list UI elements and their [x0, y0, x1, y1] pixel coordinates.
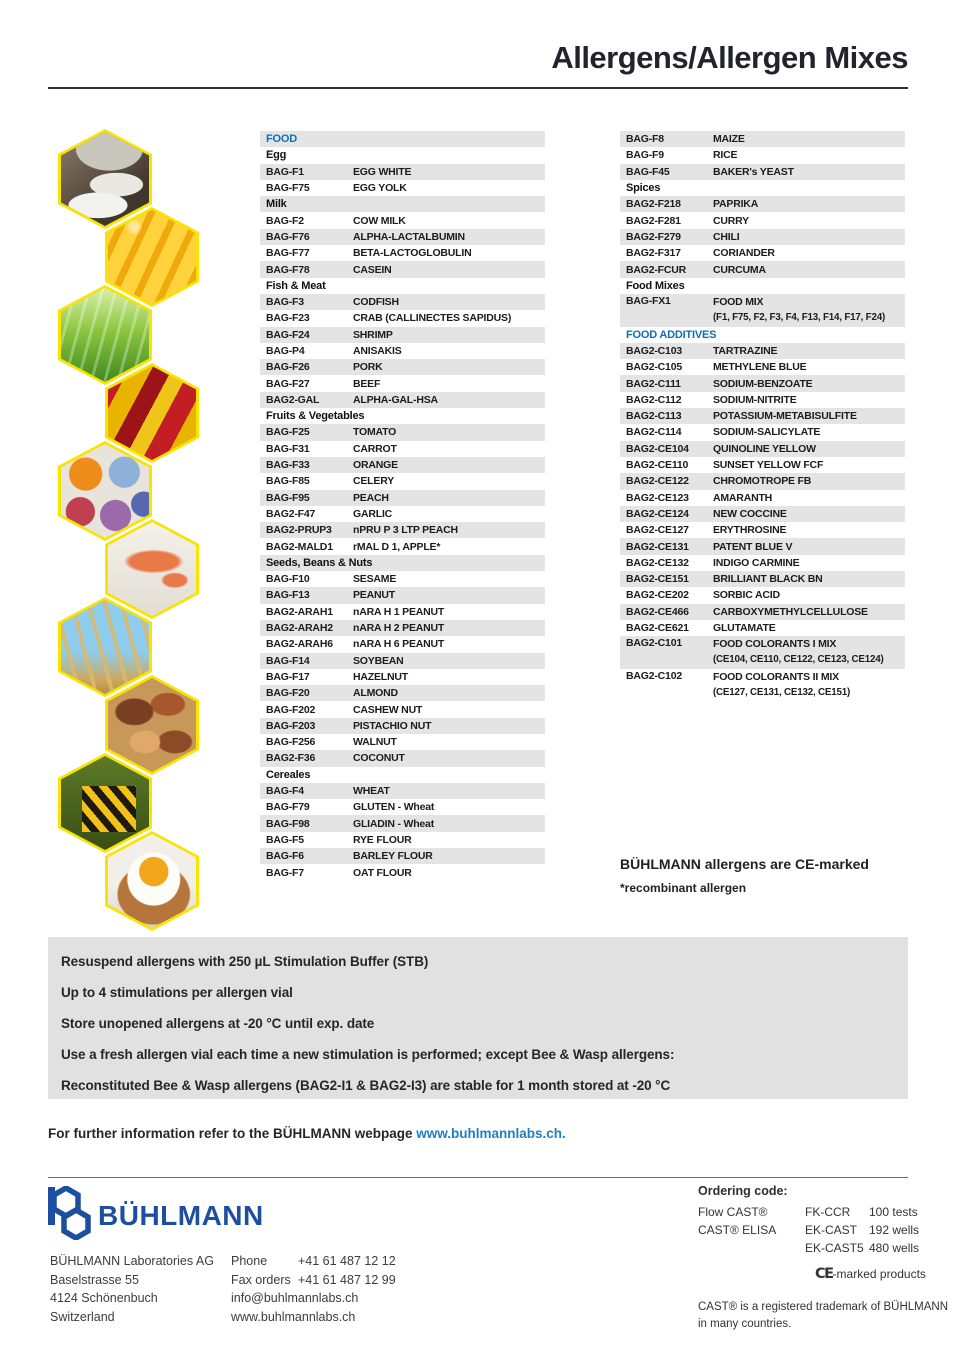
product-code: BAG-F202: [266, 703, 316, 716]
product-name: SUNSET YELLOW FCF: [713, 459, 824, 472]
subcategory-label: Milk: [266, 198, 287, 211]
product-name: SORBIC ACID: [713, 589, 780, 602]
product-code: BAG2-ARAH6: [266, 638, 333, 651]
ordering-row: [698, 1221, 948, 1239]
subcategory-label: Fruits & Vegetables: [266, 410, 365, 423]
product-name: nARA H 2 PEANUT: [353, 622, 445, 635]
catalog-row: [260, 506, 545, 522]
address-line: Switzerland: [50, 1309, 115, 1324]
catalog-row: [260, 832, 545, 848]
product-code: BAG-P4: [266, 345, 305, 357]
product-code: BAG-F6: [266, 850, 304, 863]
product-name: [713, 670, 905, 700]
product-code: BAG-F31: [266, 442, 310, 455]
product-name-text: FOOD COLORANTS I MIX: [713, 638, 837, 651]
product-name: [713, 295, 905, 325]
product-name: BAKER's YEAST: [713, 165, 794, 178]
catalog-row: [260, 245, 545, 261]
product-code: BAG2-F317: [626, 247, 681, 260]
company-address: [50, 1252, 214, 1326]
product-code: BAG2-CE202: [626, 589, 689, 602]
product-code: BAG-F256: [266, 736, 316, 749]
catalog-row: [260, 799, 545, 815]
product-name: ERYTHROSINE: [713, 524, 787, 537]
product-code: BAG-F9: [626, 149, 664, 162]
title-rule: [48, 87, 908, 89]
product-code: BAG-F24: [266, 328, 310, 341]
catalog-row: [260, 734, 545, 750]
product-name: EGG YOLK: [353, 182, 407, 195]
product-code: BAG-F85: [266, 475, 310, 488]
catalog-row: [620, 261, 905, 277]
product-code: BAG2-C102: [626, 669, 682, 682]
product-name: CRAB (CALLINECTES SAPIDUS): [353, 312, 512, 325]
subcategory-label: Cereales: [266, 768, 311, 781]
contact-block: [231, 1252, 396, 1326]
product-code: BAG2-FCUR: [626, 263, 687, 276]
product-name: BARLEY FLOUR: [353, 850, 433, 863]
product-code: BAG-F27: [266, 377, 310, 390]
product-name: ANISAKIS: [353, 345, 402, 357]
section-header-label: FOOD ADDITIVES: [626, 328, 717, 341]
hexagon-frame: [105, 831, 199, 931]
ordering-code-title: Ordering code:: [698, 1184, 788, 1198]
ordering-product: Flow CAST®: [698, 1205, 768, 1219]
product-code: BAG-F77: [266, 247, 310, 260]
trademark-line: CAST® is a registered trademark of BÜHLMANN: [698, 1301, 949, 1313]
ordering-quantity: 480 wells: [869, 1241, 920, 1255]
catalog-row: [620, 473, 905, 489]
subcategory-label: Fish & Meat: [266, 279, 326, 292]
catalog-row: [620, 522, 905, 538]
catalog-row: [620, 375, 905, 391]
product-code: BAG-F2: [266, 214, 304, 227]
product-code: BAG-F98: [266, 817, 310, 830]
product-name: MAIZE: [713, 133, 745, 146]
product-name: RYE FLOUR: [353, 833, 412, 846]
product-name: TARTRAZINE: [713, 345, 778, 357]
address-line: BÜHLMANN Laboratories AG: [50, 1254, 214, 1268]
contact-label: Phone: [231, 1254, 268, 1268]
product-name: [713, 637, 905, 667]
catalog-row: [260, 490, 545, 506]
catalog-row: [620, 571, 905, 587]
product-name: WALNUT: [353, 736, 397, 749]
product-name: nARA H 6 PEANUT: [353, 638, 445, 651]
product-code: BAG-F79: [266, 801, 310, 814]
instruction-line: Resuspend allergens with 250 µL Stimulation Buffer (STB): [61, 954, 429, 969]
product-code: BAG-F75: [266, 182, 310, 195]
contact-value: www.buhlmannlabs.ch: [231, 1309, 356, 1324]
product-name: AMARANTH: [713, 491, 773, 504]
product-name: BETA-LACTOGLOBULIN: [353, 247, 472, 260]
product-code: BAG2-C103: [626, 345, 682, 357]
catalog-row: [260, 261, 545, 277]
product-code: BAG2-C113: [626, 410, 682, 423]
product-code: BAG2-CE104: [626, 442, 689, 455]
contact-value: +41 61 487 12 99: [298, 1272, 396, 1287]
product-name: CASEIN: [353, 263, 392, 276]
product-code: BAG2-CE131: [626, 540, 689, 553]
buhlmann-logo-icon: [46, 1186, 92, 1245]
product-name: PEANUT: [353, 589, 395, 602]
subcategory-row: [260, 196, 545, 212]
page-title: Allergens/Allergen Mixes: [551, 40, 908, 75]
contact-row: [231, 1308, 396, 1327]
product-code: BAG-F78: [266, 263, 310, 276]
product-name: SODIUM-NITRITE: [713, 393, 797, 406]
trademark-note: [698, 1299, 948, 1332]
address-line: 4124 Schönenbuch: [50, 1291, 158, 1305]
catalog-row: [620, 506, 905, 522]
product-code: BAG2-GAL: [266, 393, 320, 406]
instruction-line: Use a fresh allergen vial each time a new stimulation is performed; except Bee & Wasp allergens:: [61, 1047, 675, 1062]
catalog-row: [620, 212, 905, 228]
recombinant-allergen-note: *recombinant allergen: [620, 881, 747, 895]
catalog-row: [260, 327, 545, 343]
catalog-row: [620, 604, 905, 620]
product-code: BAG-FX1: [626, 294, 671, 307]
product-name: CARBOXYMETHYLCELLULOSE: [713, 605, 868, 618]
catalog-row: [260, 653, 545, 669]
product-name: BEEF: [353, 377, 381, 390]
product-code: BAG2-CE466: [626, 605, 689, 618]
product-code: BAG-F33: [266, 459, 310, 472]
ce-mark-icon: CE: [815, 1266, 833, 1282]
product-code: BAG2-PRUP3: [266, 524, 332, 537]
catalog-row: [620, 131, 905, 147]
product-name: SOYBEAN: [353, 654, 404, 667]
catalog-row: [260, 473, 545, 489]
product-code: BAG-F7: [266, 866, 304, 879]
product-name: SESAME: [353, 573, 397, 586]
catalog-row: [260, 457, 545, 473]
catalog-row: [620, 636, 905, 669]
product-code: BAG2-ARAH2: [266, 622, 333, 635]
product-name: SHRIMP: [353, 328, 393, 341]
product-name: ALPHA-GAL-HSA: [353, 393, 438, 406]
product-name: ALMOND: [353, 687, 398, 700]
product-code: BAG2-C111: [626, 377, 681, 390]
product-code: BAG-F4: [266, 785, 304, 798]
catalog-row: [260, 359, 545, 375]
ordering-code: FK-CCR: [805, 1205, 851, 1219]
product-code: BAG2-C105: [626, 361, 682, 374]
product-name: PEACH: [353, 491, 389, 504]
trademark-line: in many countries.: [698, 1317, 792, 1330]
product-code: BAG2-C114: [626, 426, 682, 439]
product-code: BAG2-F47: [266, 507, 316, 520]
product-code: BAG-F10: [266, 573, 310, 586]
product-name: PORK: [353, 361, 383, 374]
product-name: EGG WHITE: [353, 165, 412, 178]
instruction-line: Up to 4 stimulations per allergen vial: [61, 985, 293, 1000]
subcategory-label: Egg: [266, 149, 287, 162]
catalog-row: [260, 701, 545, 717]
product-name: CHILI: [713, 230, 740, 243]
product-code: BAG2-MALD1: [266, 540, 333, 553]
section-header-label: FOOD: [266, 133, 297, 146]
product-code: BAG-F26: [266, 361, 310, 374]
catalog-row: [260, 587, 545, 603]
catalog-row: [260, 164, 545, 180]
catalog-row: [260, 441, 545, 457]
product-name: PATENT BLUE V: [713, 540, 793, 553]
product-code: BAG2-CE124: [626, 507, 689, 520]
product-name: ORANGE: [353, 459, 398, 472]
product-code: BAG-F23: [266, 312, 310, 325]
product-name: CARROT: [353, 442, 397, 455]
catalog-row: [620, 392, 905, 408]
product-code: BAG2-CE132: [626, 556, 689, 569]
webpage-link[interactable]: www.buhlmannlabs.ch: [416, 1126, 563, 1141]
buhlmann-logo: [46, 1186, 264, 1245]
catalog-row: [260, 669, 545, 685]
ordering-row: [698, 1239, 948, 1257]
catalog-row: [620, 245, 905, 261]
product-name: CHROMOTROPE FB: [713, 475, 812, 488]
catalog-row: [620, 669, 905, 702]
product-code: BAG2-F279: [626, 230, 681, 243]
catalog-row: [260, 604, 545, 620]
product-name: CODFISH: [353, 296, 399, 309]
usage-instructions-box: [48, 937, 908, 1099]
product-code: BAG2-CE110: [626, 459, 689, 472]
boiled-egg-photo: [108, 834, 196, 928]
subcategory-row: [260, 767, 545, 783]
product-name: CURRY: [713, 214, 749, 227]
product-code: BAG2-ARAH1: [266, 605, 333, 618]
subcategory-row: [260, 147, 545, 163]
further-information-suffix: .: [562, 1126, 566, 1141]
product-name: OAT FLOUR: [353, 866, 412, 879]
ordering-code-block: [698, 1184, 948, 1332]
product-name: METHYLENE BLUE: [713, 361, 807, 374]
catalog-row: [620, 164, 905, 180]
ordering-rows: [698, 1203, 948, 1257]
catalog-row: [620, 294, 905, 327]
product-code: BAG2-C112: [626, 393, 682, 406]
contact-row: [231, 1289, 396, 1308]
further-information-text: For further information refer to the BÜHLMANN webpage: [48, 1126, 417, 1141]
ordering-row: [698, 1203, 948, 1221]
catalog-row: [260, 424, 545, 440]
catalog-row: [260, 229, 545, 245]
catalog-row: [260, 522, 545, 538]
product-code: BAG2-CE151: [626, 573, 689, 586]
section-header-row: [620, 327, 905, 343]
address-line: Baselstrasse 55: [50, 1272, 139, 1287]
product-name: nARA H 1 PEANUT: [353, 605, 445, 618]
contact-row: [231, 1252, 396, 1271]
product-name: TOMATO: [353, 426, 397, 439]
product-name: HAZELNUT: [353, 670, 408, 683]
ce-marked-products-line: [815, 1266, 948, 1282]
section-header-row: [260, 131, 545, 147]
ordering-code: EK-CAST5: [805, 1241, 864, 1255]
subcategory-row: [620, 278, 905, 294]
catalog-row: [620, 538, 905, 554]
product-composition-note: (F1, F75, F2, F3, F4, F13, F14, F17, F24): [713, 311, 886, 323]
catalog-row: [260, 815, 545, 831]
instruction-line: Reconstituted Bee & Wasp allergens (BAG2-I1 & BAG2-I3) are stable for 1 month stored at -20 °C: [61, 1078, 671, 1093]
product-code: BAG-F8: [626, 133, 664, 146]
product-name: BRILLIANT BLACK BN: [713, 573, 823, 586]
catalog-row: [620, 457, 905, 473]
product-name: GLUTEN - Wheat: [353, 801, 435, 814]
subcategory-row: [260, 408, 545, 424]
ordering-quantity: 192 wells: [869, 1223, 920, 1237]
product-code: BAG-F25: [266, 426, 310, 439]
catalog-row: [620, 359, 905, 375]
catalog-row: [260, 375, 545, 391]
allergen-table-right: [620, 131, 905, 701]
catalog-row: [260, 180, 545, 196]
contact-value: +41 61 487 12 12: [298, 1254, 396, 1268]
catalog-row: [260, 750, 545, 766]
product-code: BAG2-F218: [626, 198, 681, 211]
product-name: rMAL D 1, APPLE*: [353, 540, 441, 553]
allergen-table-left: [260, 131, 545, 881]
catalog-row: [260, 636, 545, 652]
product-code: BAG2-CE621: [626, 622, 689, 635]
catalog-row: [620, 441, 905, 457]
catalog-row: [260, 718, 545, 734]
catalog-row: [620, 408, 905, 424]
catalog-row: [620, 490, 905, 506]
product-code: BAG2-CE122: [626, 475, 689, 488]
product-name: SODIUM-SALICYLATE: [713, 426, 821, 439]
product-name: ALPHA-LACTALBUMIN: [353, 230, 465, 243]
catalog-row: [260, 343, 545, 359]
product-code: BAG-F20: [266, 687, 310, 700]
product-code: BAG-F203: [266, 719, 316, 732]
product-name: nPRU P 3 LTP PEACH: [353, 524, 458, 537]
catalog-row: [260, 212, 545, 228]
catalog-row: [260, 620, 545, 636]
product-code: BAG2-C101: [626, 637, 682, 650]
contact-value: info@buhlmannlabs.ch: [231, 1291, 359, 1305]
boiled-egg-photo-hexagon: [105, 831, 199, 931]
footer-rule: [48, 1177, 908, 1178]
product-code: BAG-F95: [266, 491, 310, 504]
catalog-row: [260, 538, 545, 554]
product-name: COCONUT: [353, 752, 405, 765]
instruction-line: Store unopened allergens at -20 °C until exp. date: [61, 1016, 375, 1031]
product-code: BAG-F17: [266, 670, 310, 683]
ce-marked-products-text: -marked products: [832, 1267, 926, 1281]
catalog-row: [260, 783, 545, 799]
product-name: CURCUMA: [713, 263, 766, 276]
product-name: WHEAT: [353, 785, 390, 798]
catalog-row: [620, 343, 905, 359]
product-name: PISTACHIO NUT: [353, 719, 432, 732]
catalog-row: [620, 196, 905, 212]
product-composition-note: (CE104, CE110, CE122, CE123, CE124): [713, 654, 884, 666]
subcategory-label: Food Mixes: [626, 279, 685, 292]
product-name: INDIGO CARMINE: [713, 556, 800, 569]
product-code: BAG-F5: [266, 833, 304, 846]
product-name: GLIADIN - Wheat: [353, 817, 434, 830]
contact-row: [231, 1271, 396, 1290]
catalog-row: [260, 392, 545, 408]
ordering-product: CAST® ELISA: [698, 1223, 777, 1237]
ordering-product: [698, 1239, 805, 1257]
catalog-row: [260, 294, 545, 310]
product-name: NEW COCCINE: [713, 507, 787, 520]
buhlmann-wordmark: BÜHLMANN: [98, 1199, 264, 1231]
subcategory-label: Seeds, Beans & Nuts: [266, 556, 373, 569]
catalog-row: [260, 848, 545, 864]
subcategory-row: [260, 278, 545, 294]
contact-label: Fax orders: [231, 1272, 291, 1287]
product-code: BAG2-F36: [266, 752, 316, 765]
product-name: GARLIC: [353, 507, 393, 520]
catalog-row: [620, 620, 905, 636]
product-name: CELERY: [353, 475, 394, 488]
product-code: BAG-F76: [266, 230, 310, 243]
catalog-row: [620, 587, 905, 603]
ordering-code: EK-CAST: [805, 1223, 858, 1237]
product-name-text: FOOD COLORANTS II MIX: [713, 670, 839, 683]
subcategory-label: Spices: [626, 182, 661, 195]
catalog-row: [620, 555, 905, 571]
product-name: CORIANDER: [713, 247, 775, 260]
product-name: QUINOLINE YELLOW: [713, 442, 816, 455]
product-composition-note: (CE127, CE131, CE132, CE151): [713, 686, 851, 698]
catalog-row: [620, 229, 905, 245]
product-code: BAG2-CE127: [626, 524, 689, 537]
product-name-text: FOOD MIX: [713, 295, 764, 308]
product-name: CASHEW NUT: [353, 703, 423, 716]
catalog-row: [260, 864, 545, 880]
ce-marked-note: BÜHLMANN allergens are CE-marked: [620, 856, 869, 872]
subcategory-row: [260, 555, 545, 571]
catalog-row: [620, 424, 905, 440]
further-information-line: [48, 1126, 566, 1141]
catalog-row: [260, 685, 545, 701]
product-name: COW MILK: [353, 214, 406, 227]
catalog-row: [620, 147, 905, 163]
ordering-quantity: 100 tests: [869, 1205, 918, 1219]
product-code: BAG-F45: [626, 165, 670, 178]
catalog-row: [260, 571, 545, 587]
product-name: GLUTAMATE: [713, 622, 776, 635]
product-code: BAG-F13: [266, 589, 310, 602]
catalog-row: [260, 310, 545, 326]
product-name: SODIUM-BENZOATE: [713, 377, 813, 390]
product-code: BAG-F14: [266, 654, 310, 667]
product-name: RICE: [713, 149, 738, 162]
subcategory-row: [620, 180, 905, 196]
food-photo-hexagon-column: [55, 129, 205, 939]
product-code: BAG-F3: [266, 296, 304, 309]
product-name: PAPRIKA: [713, 198, 759, 211]
product-code: BAG-F1: [266, 165, 304, 178]
product-code: BAG2-CE123: [626, 491, 689, 504]
product-name: POTASSIUM-METABISULFITE: [713, 410, 857, 423]
product-code: BAG2-F281: [626, 214, 681, 227]
